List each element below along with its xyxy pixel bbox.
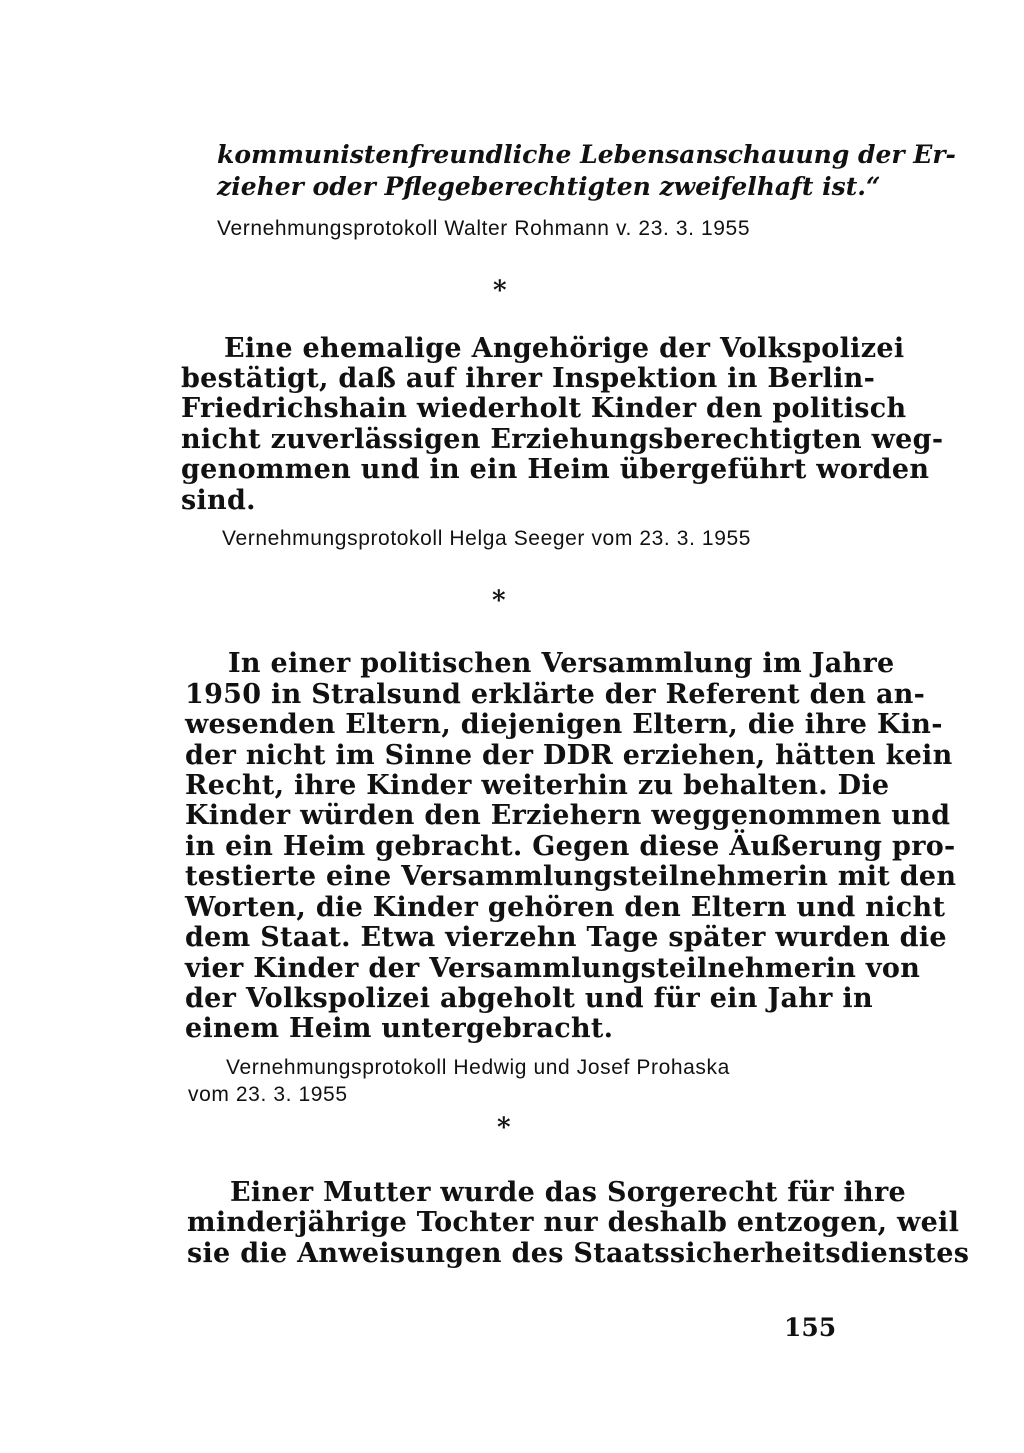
paragraph-line: In einer politischen Versammlung im Jahre — [228, 648, 895, 679]
quote-line-2: zieher oder Pflegeberechtigten zweifelhaft ist.“ — [217, 172, 881, 201]
separator-asterisk: * — [497, 1113, 511, 1143]
paragraph-line: testierte eine Versammlungsteilnehmerin mit den — [185, 861, 957, 892]
paragraph-line: minderjährige Tochter nur deshalb entzogen, weil — [187, 1207, 960, 1238]
source-citation-date: vom 23. 3. 1955 — [188, 1083, 348, 1106]
quote-line-1: kommunistenfreundliche Lebensanschauung der Er- — [217, 140, 956, 169]
page-number: 155 — [784, 1313, 837, 1342]
paragraph-line: bestätigt, daß auf ihrer Inspektion in Berlin- — [181, 363, 876, 394]
paragraph-line: nicht zuverlässigen Erziehungsberechtigten weg- — [181, 424, 944, 455]
paragraph-line: Einer Mutter wurde das Sorgerecht für ihre — [230, 1177, 906, 1208]
paragraph-line: wesenden Eltern, diejenigen Eltern, die ihre Kin- — [185, 709, 943, 740]
source-citation: Vernehmungsprotokoll Walter Rohmann v. 23. 3. 1955 — [217, 217, 751, 240]
paragraph-line: sie die Anweisungen des Staatssicherheitsdienstes — [187, 1238, 970, 1269]
paragraph-line: einem Heim untergebracht. — [185, 1013, 614, 1044]
paragraph-line: dem Staat. Etwa vierzehn Tage später wurden die — [185, 922, 947, 953]
paragraph-line: Recht, ihre Kinder weiterhin zu behalten. Die — [185, 770, 890, 801]
paragraph-line: in ein Heim gebracht. Gegen diese Äußerung pro- — [185, 831, 956, 862]
source-citation: Vernehmungsprotokoll Hedwig und Josef Prohaska — [226, 1056, 730, 1079]
separator-asterisk: * — [493, 276, 507, 306]
paragraph-line: Kinder würden den Erziehern weggenommen und — [185, 800, 951, 831]
paragraph-line: genommen und in ein Heim übergeführt worden — [181, 454, 930, 485]
paragraph-line: 1950 in Stralsund erklärte der Referent den an- — [185, 679, 926, 710]
paragraph-line: der nicht im Sinne der DDR erziehen, hätten kein — [185, 740, 953, 771]
paragraph-line: sind. — [181, 485, 256, 516]
paragraph-line: Eine ehemalige Angehörige der Volkspolizei — [224, 333, 905, 364]
separator-asterisk: * — [492, 586, 506, 616]
paragraph-line: der Volkspolizei abgeholt und für ein Jahr in — [185, 983, 873, 1014]
paragraph-line: Worten, die Kinder gehören den Eltern und nicht — [185, 892, 946, 923]
source-citation: Vernehmungsprotokoll Helga Seeger vom 23. 3. 1955 — [222, 527, 752, 550]
paragraph-line: vier Kinder der Versammlungsteilnehmerin von — [185, 953, 921, 984]
paragraph-line: Friedrichshain wiederholt Kinder den politisch — [181, 393, 907, 424]
